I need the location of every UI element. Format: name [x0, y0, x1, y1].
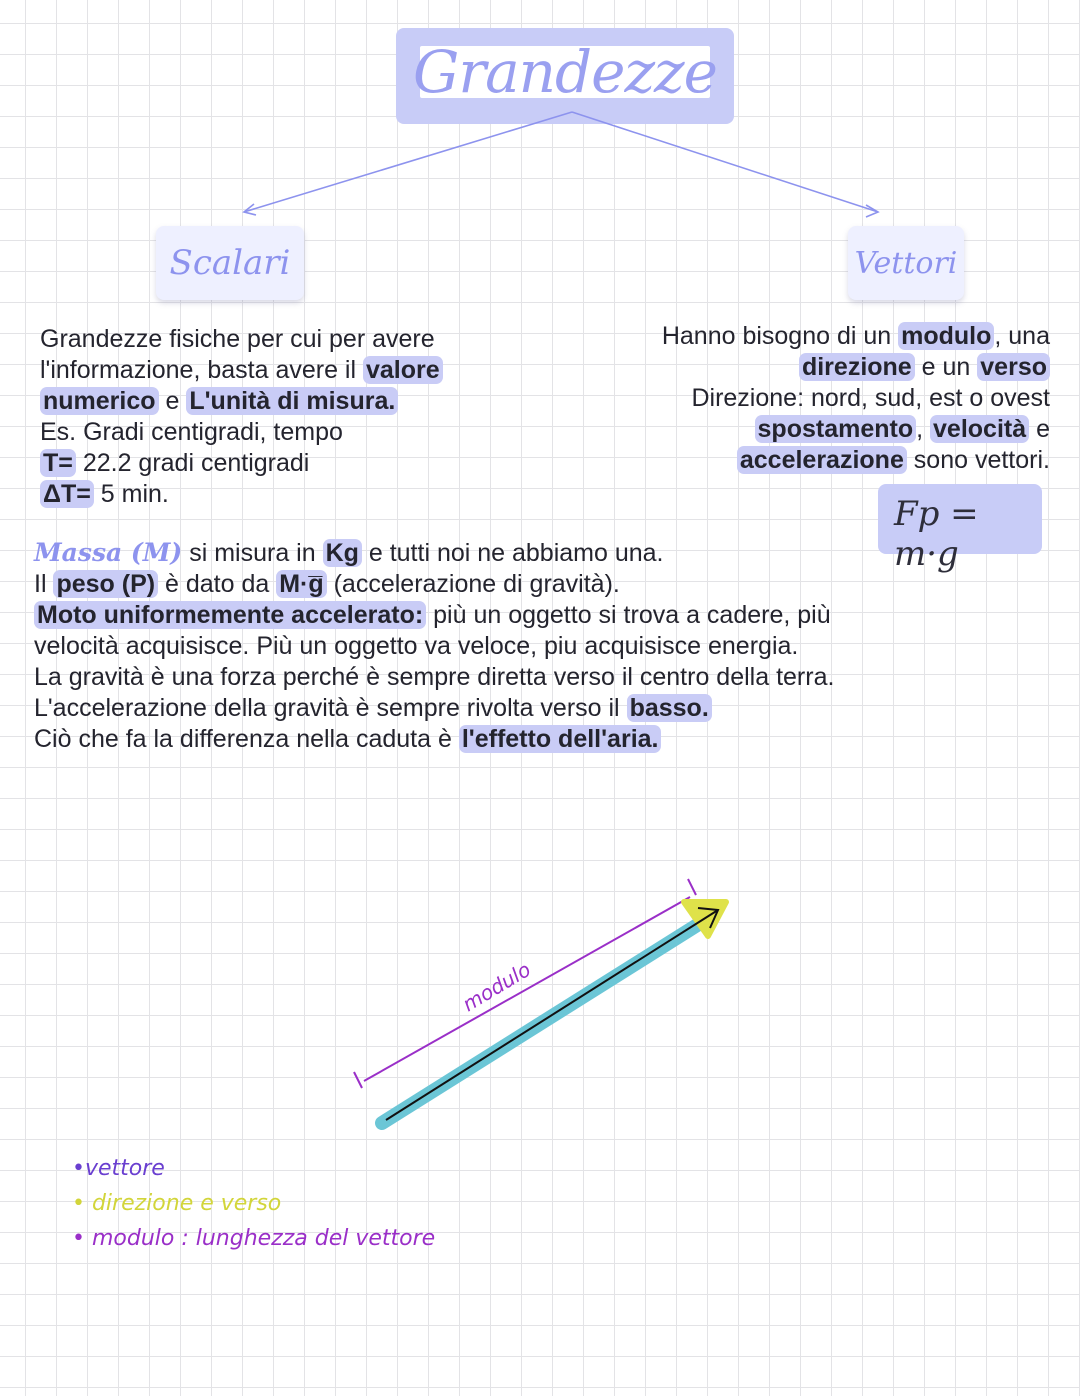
legend [72, 1156, 435, 1261]
body-notes [34, 537, 834, 755]
highlighted-term: Kg [323, 539, 362, 567]
page-title: Grandezze [413, 38, 717, 106]
text-run: (accelerazione di gravità). [326, 570, 620, 598]
body-line [34, 631, 834, 662]
scalari-line [40, 324, 443, 355]
vettori-line [662, 321, 1050, 352]
legend-item: •vettore [72, 1156, 165, 1181]
text-run: si misura in [182, 539, 323, 567]
text-run: , una [994, 322, 1050, 350]
text-run: 22.2 gradi centigradi [75, 449, 310, 477]
highlighted-term: ΔT= [40, 480, 94, 508]
text-run: Il [34, 570, 54, 598]
text-run: , [916, 415, 931, 443]
highlighted-term: T= [40, 449, 76, 477]
text-run: e [1029, 415, 1050, 443]
legend-item: • direzione e verso [72, 1191, 282, 1216]
scalari-line [40, 417, 443, 448]
body-line [34, 569, 834, 600]
highlighted-term: spostamento [755, 415, 917, 443]
highlighted-term: peso (P) [53, 570, 158, 598]
massa-label: Massa (M) [34, 538, 183, 567]
text-run: e tutti noi ne abbiamo una. [361, 539, 664, 567]
text-run: Hanno bisogno di un [661, 322, 899, 350]
highlighted-term: valore [363, 356, 443, 384]
highlighted-term: Moto uniformemente accelerato: [34, 601, 426, 629]
text-run: La gravità è una forza perché è sempre diretta verso il centro della terra. [34, 663, 835, 691]
text-run: 5 min. [93, 480, 169, 508]
highlighted-term: numerico [40, 387, 159, 415]
vettori-label: Vettori [854, 245, 958, 281]
formula-box [878, 484, 1042, 574]
vettori-line [662, 352, 1050, 383]
text-run: Grandezze fisiche per cui per avere [40, 325, 435, 353]
scalari-label: Scalari [169, 243, 291, 283]
highlighted-term: verso [977, 353, 1050, 381]
text-run: e un [914, 353, 978, 381]
vettori-definition [662, 321, 1050, 476]
scalari-node [156, 226, 304, 300]
text-run: e [158, 387, 187, 415]
legend-item: • modulo : lunghezza del vettore [72, 1226, 436, 1251]
text-run: Direzione: nord, sud, est o ovest [691, 384, 1050, 412]
text-run: più un oggetto si trova a cadere, più [426, 601, 831, 629]
text-run: sono vettori. [906, 446, 1050, 474]
highlighted-term: basso. [627, 694, 712, 722]
vettori-line [662, 414, 1050, 445]
text-run: è dato da [158, 570, 277, 598]
vector-line [386, 910, 718, 1120]
highlighted-term: accelerazione [737, 446, 907, 474]
body-line [34, 537, 834, 569]
vettori-line [662, 383, 1050, 414]
highlighted-term: M·g̅ [276, 570, 326, 598]
text-run: l'informazione, basta avere il [40, 356, 363, 384]
highlighted-term: l'effetto dell'aria. [459, 725, 662, 753]
formula: Fp = m·g [894, 494, 979, 574]
body-line [34, 724, 834, 755]
highlighted-term: modulo [898, 322, 994, 350]
vettori-node [848, 226, 964, 300]
body-line [34, 693, 834, 724]
text-run: velocità acquisisce. Più un oggetto va veloce, piu acquisisce energia. [34, 632, 799, 660]
text-run: Es. Gradi centigradi, tempo [40, 418, 343, 446]
text-run: L'accelerazione della gravità è sempre rivolta verso il [34, 694, 627, 722]
vector-diagram [0, 850, 1080, 1150]
scalari-line [40, 386, 443, 417]
scalari-line [40, 448, 443, 479]
body-line [34, 600, 834, 631]
vettori-line [662, 445, 1050, 476]
highlighted-term: L'unità di misura. [186, 387, 398, 415]
body-line [34, 662, 834, 693]
highlighted-term: velocità [930, 415, 1029, 443]
text-run: Ciò che fa la differenza nella caduta è [34, 725, 459, 753]
modulo-label: modulo [458, 957, 535, 1017]
highlighted-term: direzione [799, 353, 915, 381]
scalari-line [40, 479, 443, 510]
scalari-definition [40, 324, 443, 510]
scalari-line [40, 355, 443, 386]
